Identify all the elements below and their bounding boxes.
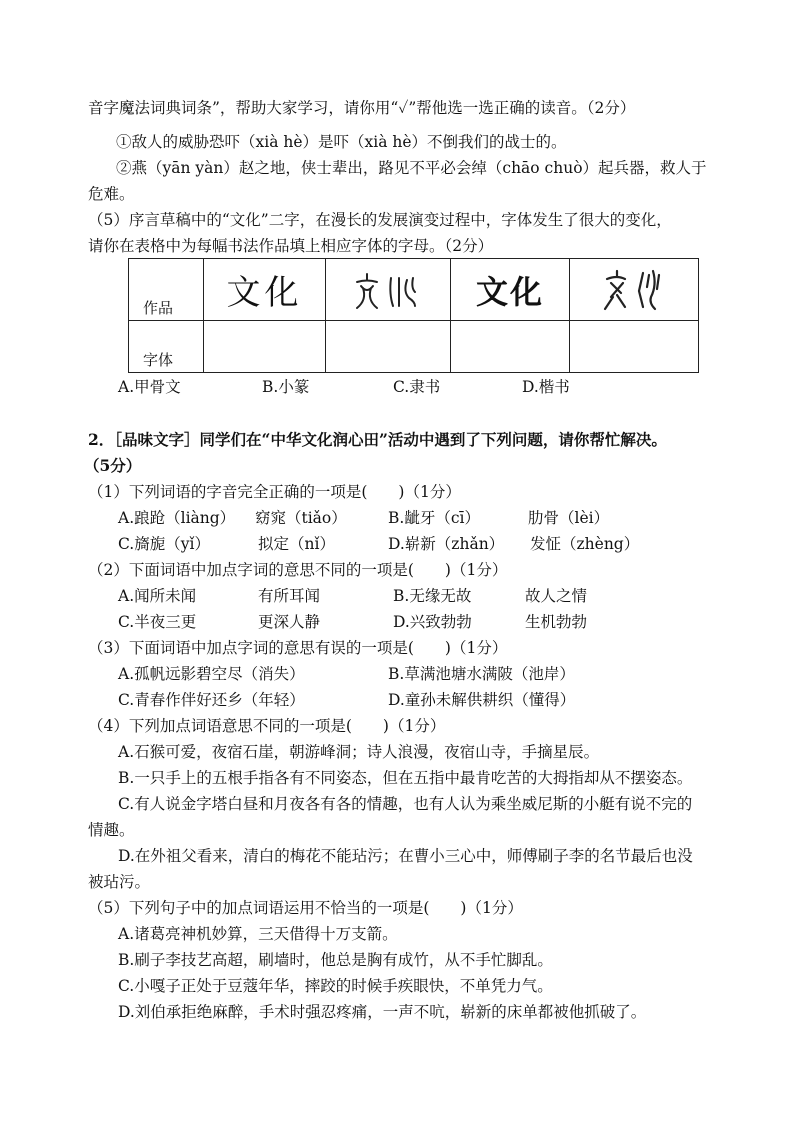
q1-item-2-line1: ②燕（yān yàn）赵之地，侠士辈出，路见不平必会绰（chāo chuò）起兵器，救人于 (116, 159, 707, 177)
q2-4-b: B.一只手上的五根手指各有不同姿态，但在五指中最肯吃苦的大拇指却从不摆姿态。 (118, 769, 693, 787)
answer-cell-1[interactable] (204, 321, 326, 373)
q2-2-d2: 生机勃勃 (525, 613, 588, 631)
q2-2-d1: D.兴致勃勃 (393, 613, 472, 631)
q2-5-c: C.小嘎子正处于豆蔻年华，摔跤的时候手疾眼快，不单凭力气。 (118, 977, 553, 995)
q2-3-c: C.青春作伴好还乡（年轻） (118, 691, 305, 709)
q2-4-c-line2: 情趣。 (88, 821, 135, 839)
q2-1-stem: （1）下列词语的字音完全正确的一项是( )（1分） (88, 483, 461, 501)
q2-4-a: A.石猴可爱，夜宿石崖，朝游峰洞；诗人浪漫，夜宿山寺，手摘星辰。 (118, 743, 600, 761)
q5-line1: （5）序言草稿中的“文化”二字，在漫长的发展演变过程中，字体发生了很大的变化， (88, 211, 672, 229)
option-b-seal: B.小篆 (262, 378, 310, 396)
q2-1-c1: C.旖旎（yǐ） (118, 535, 210, 553)
q2-2-a1: A.闻所未闻 (118, 587, 197, 605)
q2-4-stem: （4）下列加点词语意思不同的一项是( )（1分） (88, 717, 446, 735)
q2-score: （5分） (84, 456, 142, 475)
calligraphy-table (128, 258, 699, 373)
q2-2-c1: C.半夜三更 (118, 613, 197, 631)
q2-5-d: D.刘伯承拒绝麻醉，手术时强忍疼痛，一声不吭，崭新的床单都被他抓破了。 (118, 1003, 647, 1021)
work-clerical-script: 文化 (451, 259, 570, 321)
q2-1-d1: D.崭新（zhǎn） (388, 535, 505, 553)
work-seal-script (326, 259, 451, 321)
q2-1-d2: 发怔（zhèng） (530, 535, 640, 553)
q2-3-stem: （3）下面词语中加点字词的意思有误的一项是( )（1分） (88, 639, 508, 657)
q2-4-c-line1: C.有人说金字塔白昼和月夜各有各的情趣，也有人认为乘坐威尼斯的小艇有说不完的 (118, 795, 693, 813)
q2-3-d: D.童孙未解供耕织（懂得） (388, 691, 576, 709)
row-label-font: 字体 (129, 321, 204, 373)
seal-script-image (353, 268, 423, 312)
q2-1-b2: 肋骨（lèi） (528, 509, 610, 527)
q1-item-2-line2: 危难。 (88, 185, 135, 203)
q2-1-c2: 拟定（nǐ） (258, 535, 335, 553)
q2-4-d-line2: 被玷污。 (88, 873, 151, 891)
q2-2-stem: （2）下面词语中加点字词的意思不同的一项是( )（1分） (88, 561, 508, 579)
q2-1-b1: B.龇牙（cī） (388, 509, 480, 527)
answer-cell-3[interactable] (451, 321, 570, 373)
option-d-regular: D.楷书 (522, 378, 570, 396)
q2-4-d-line1: D.在外祖父看来，清白的梅花不能玷污；在曹小三心中，师傅刷子李的名节最后也没 (118, 847, 693, 865)
q2-1-a1: A.踉跄（liàng） (118, 509, 236, 527)
answer-cell-2[interactable] (326, 321, 451, 373)
q2-5-a: A.诸葛亮神机妙算，三天借得十万支箭。 (118, 925, 398, 943)
option-a-oracle: A.甲骨文 (118, 378, 181, 396)
work-oracle-bone-script (570, 259, 699, 321)
option-c-clerical: C.隶书 (393, 378, 441, 396)
q2-2-a2: 有所耳闻 (258, 587, 321, 605)
q2-1-a2: 窈窕（tiǎo） (255, 509, 347, 527)
q2-5-stem: （5）下列句子中的加点词语运用不恰当的一项是( )（1分） (88, 899, 523, 917)
q2-3-a: A.孤帆远影碧空尽（消失） (118, 665, 305, 683)
q2-title: 2．［品味文字］同学们在“中华文化润心田”活动中遇到了下列问题，请你帮忙解决。 (88, 430, 667, 449)
q2-3-b: B.草满池塘水满陂（池岸） (388, 665, 575, 683)
row-label-works: 作品 (129, 259, 204, 321)
q2-5-b: B.刷子李技艺高超，刷墙时，他总是胸有成竹，从不手忙脚乱。 (118, 951, 553, 969)
q1-instruction-line: 音字魔法词典词条”，帮助大家学习，请你用“✓”帮他选一选正确的读音。（2分） (88, 99, 636, 117)
q5-line2: 请你在表格中为每幅书法作品填上相应字体的字母。（2分） (88, 237, 494, 255)
q1-item-1: ①敌人的威胁恐吓（xià hè）是吓（xià hè）不倒我们的战士的。 (116, 133, 567, 151)
q2-2-c2: 更深人静 (258, 613, 321, 631)
oracle-bone-image (599, 267, 669, 313)
work-regular-script: 文化 (204, 259, 326, 321)
answer-cell-4[interactable] (570, 321, 699, 373)
q2-2-b2: 故人之情 (525, 587, 588, 605)
q2-2-b1: B.无缘无故 (393, 587, 472, 605)
